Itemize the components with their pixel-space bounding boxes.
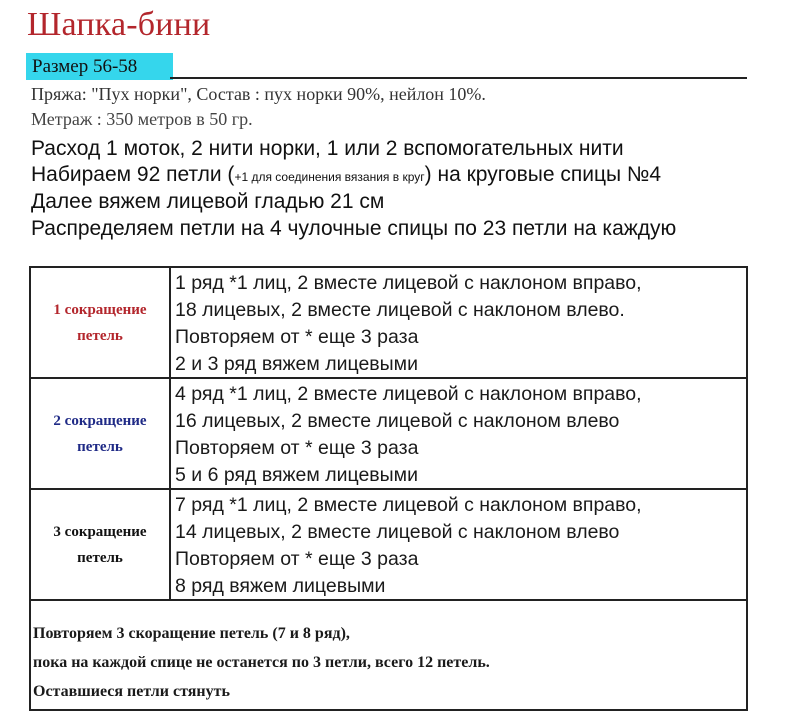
final-instructions bbox=[31, 619, 490, 706]
cast-on-before: Набираем 92 петли ( bbox=[31, 163, 235, 186]
decrease-table bbox=[29, 266, 748, 711]
table-row bbox=[31, 268, 746, 379]
decrease-instructions-1 bbox=[171, 268, 746, 377]
decrease-instructions-2 bbox=[171, 379, 746, 488]
yarn-info: Пряжа: "Пух норки", Состав : пух норки 90%, нейлон 10%. bbox=[31, 84, 486, 104]
instruction-line: Повторяем от * еще 3 раза bbox=[175, 548, 419, 570]
instruction-line: 5 и 6 ряд вяжем лицевыми bbox=[175, 464, 418, 486]
decrease-label-line: петель bbox=[77, 438, 123, 455]
instruction-line: 2 и 3 ряд вяжем лицевыми bbox=[175, 353, 418, 375]
instruction-line: Повторяем от * еще 3 раза bbox=[175, 326, 419, 348]
cast-on-note: +1 для соединения вязания в круг bbox=[234, 170, 425, 184]
instruction-line: 14 лицевых, 2 вместе лицевой с наклоном влево bbox=[175, 521, 620, 543]
cast-on-after: ) на круговые спицы №4 bbox=[424, 163, 662, 186]
decrease-label-line: петель bbox=[77, 549, 123, 566]
divider bbox=[170, 77, 747, 79]
decrease-label-line: 2 сокращение bbox=[53, 412, 147, 429]
table-row bbox=[31, 490, 746, 601]
final-line: пока на каждой спице не останется по 3 петли, всего 12 петель. bbox=[33, 654, 490, 671]
instruction-line: 4 ряд *1 лиц, 2 вместе лицевой с наклоном вправо, bbox=[175, 383, 642, 405]
instruction-line: 16 лицевых, 2 вместе лицевой с наклоном влево bbox=[175, 410, 620, 432]
instruction-line: 1 ряд *1 лиц, 2 вместе лицевой с наклоном вправо, bbox=[175, 272, 642, 294]
decrease-label-3 bbox=[31, 490, 171, 599]
size-badge: Размер 56-58 bbox=[26, 53, 173, 80]
instruction-line: 7 ряд *1 лиц, 2 вместе лицевой с наклоном вправо, bbox=[175, 494, 642, 516]
decrease-label-2 bbox=[31, 379, 171, 488]
instruction-line: 18 лицевых, 2 вместе лицевой с наклоном влево. bbox=[175, 299, 625, 321]
consumption-line: Расход 1 моток, 2 нити норки, 1 или 2 вспомогательных нити bbox=[31, 137, 624, 160]
instruction-line: 8 ряд вяжем лицевыми bbox=[175, 575, 386, 597]
decrease-label-1 bbox=[31, 268, 171, 377]
table-row bbox=[31, 379, 746, 490]
final-line: Оставшиеся петли стянуть bbox=[33, 683, 230, 700]
decrease-instructions-3 bbox=[171, 490, 746, 599]
decrease-label-line: петель bbox=[77, 327, 123, 344]
decrease-label-line: 3 сокращение bbox=[53, 523, 147, 540]
distribute-line: Распределяем петли на 4 чулочные спицы по 23 петли на каждую bbox=[31, 217, 677, 240]
meterage-info: Метраж : 350 метров в 50 гр. bbox=[31, 109, 253, 129]
instruction-line: Повторяем от * еще 3 раза bbox=[175, 437, 419, 459]
table-row-final bbox=[31, 601, 746, 713]
page-title: Шапка-бини bbox=[27, 6, 211, 43]
cast-on-line bbox=[31, 163, 661, 187]
final-line: Повторяем 3 скоращение петель (7 и 8 ряд), bbox=[33, 625, 350, 642]
stockinette-line: Далее вяжем лицевой гладью 21 см bbox=[31, 190, 385, 213]
decrease-label-line: 1 сокращение bbox=[53, 301, 147, 318]
